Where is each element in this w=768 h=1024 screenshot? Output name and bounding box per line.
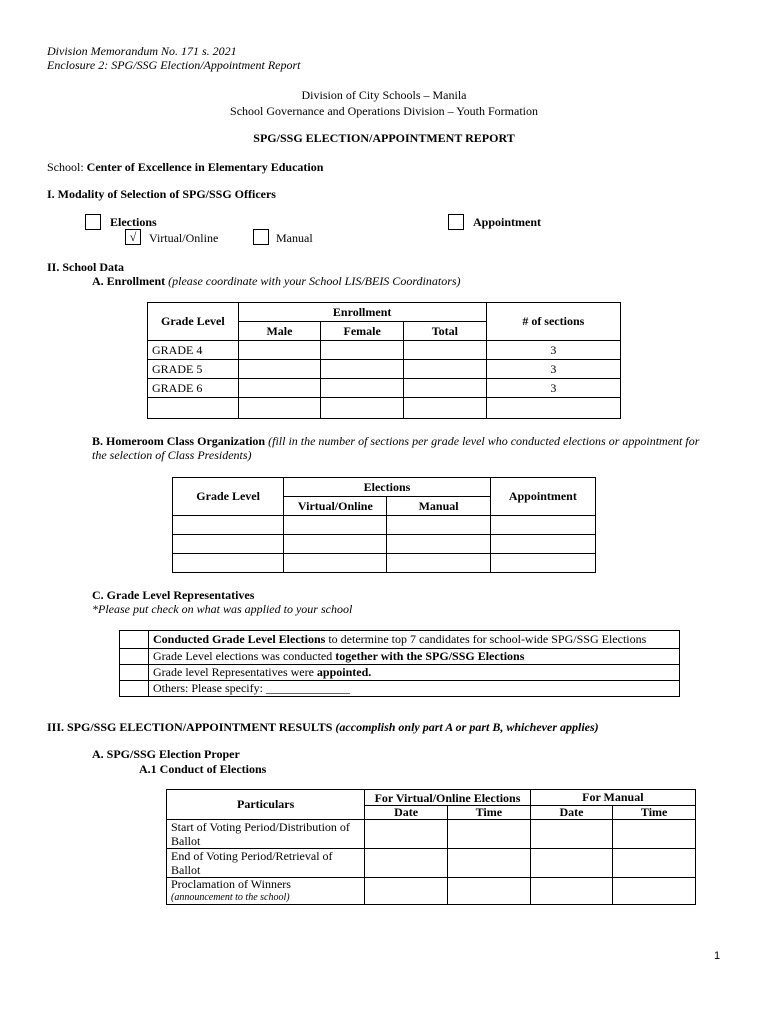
table-cell[interactable]: [613, 849, 696, 878]
col-grade-level: Grade Level: [148, 303, 239, 341]
sections-cell[interactable]: [486, 398, 620, 419]
col-virtual-date: Date: [365, 806, 448, 820]
option-check-cell[interactable]: [120, 681, 149, 697]
male-cell[interactable]: [238, 360, 321, 379]
table-cell[interactable]: [530, 878, 613, 905]
table-row: [120, 649, 680, 665]
option1-bold: Conducted Grade Level Elections: [153, 632, 326, 646]
particular-cell: Start of Voting Period/Distribution of Ballot: [167, 820, 365, 849]
table-cell[interactable]: [173, 554, 284, 573]
option-check-cell[interactable]: [120, 649, 149, 665]
col-manual: For Manual: [530, 790, 695, 806]
col-manual-time: Time: [613, 806, 696, 820]
table-row: [148, 360, 621, 379]
table-cell[interactable]: [284, 554, 387, 573]
table-cell[interactable]: [284, 535, 387, 554]
particular-cell: [167, 878, 365, 905]
table-row: [167, 849, 696, 878]
section3-note: (accomplish only part A or part B, whichever applies): [335, 720, 599, 734]
table-cell[interactable]: [387, 554, 490, 573]
school-name: Center of Excellence in Elementary Education: [86, 160, 324, 174]
enrollment-title: A. Enrollment: [92, 274, 166, 288]
section3-heading: [47, 720, 599, 735]
grade-rep-table: [119, 630, 680, 697]
table-row: [173, 554, 596, 573]
virtual-checkbox[interactable]: [125, 229, 141, 245]
col-appointment: Appointment: [490, 478, 595, 516]
male-cell[interactable]: [238, 379, 321, 398]
table-row: [173, 535, 596, 554]
division-name: Division of City Schools – Manila: [301, 88, 467, 102]
col-male: Male: [238, 322, 321, 341]
particular-sublabel: (announcement to the school): [171, 892, 290, 903]
col-virtual: Virtual/Online: [284, 497, 387, 516]
memo-number: Division Memorandum No. 171 s. 2021: [47, 44, 237, 58]
col-manual-date: Date: [530, 806, 613, 820]
manual-checkbox[interactable]: [253, 229, 269, 245]
female-cell[interactable]: [321, 341, 404, 360]
table-cell[interactable]: [173, 535, 284, 554]
option4-text: Others: Please specify: ______________: [153, 681, 350, 695]
total-cell[interactable]: [404, 360, 487, 379]
enclosure-label: Enclosure 2: SPG/SSG Election/Appointment Report: [47, 58, 301, 72]
option-check-cell[interactable]: [120, 665, 149, 681]
col-enrollment: Enrollment: [238, 303, 486, 322]
virtual-label: Virtual/Online: [149, 231, 219, 245]
option-text: [149, 649, 680, 665]
section3-title: III. SPG/SSG ELECTION/APPOINTMENT RESULTS: [47, 720, 333, 734]
col-manual: Manual: [387, 497, 490, 516]
table-row: [148, 341, 621, 360]
table-cell[interactable]: [613, 878, 696, 905]
sections-cell: 3: [486, 341, 620, 360]
total-cell[interactable]: [404, 379, 487, 398]
male-cell[interactable]: [238, 398, 321, 419]
table-cell[interactable]: [387, 535, 490, 554]
female-cell[interactable]: [321, 398, 404, 419]
homeroom-note: (fill in the number of sections per grade level who conducted elections or appointment for the selection of Class Presidents): [92, 434, 700, 462]
table-row: [167, 820, 696, 849]
office-name: School Governance and Operations Division – Youth Formation: [230, 104, 538, 118]
option1-rest: to determine top 7 candidates for school-wide SPG/SSG Elections: [325, 632, 647, 646]
check-icon: √: [129, 230, 137, 244]
table-row: [167, 878, 696, 905]
grade-cell: GRADE 6: [148, 379, 239, 398]
section2-heading: II. School Data: [47, 260, 125, 274]
table-row: [148, 398, 621, 419]
table-cell[interactable]: [530, 849, 613, 878]
table-row: [173, 516, 596, 535]
grade-rep-note: *Please put check on what was applied to your school: [92, 602, 353, 616]
male-cell[interactable]: [238, 341, 321, 360]
table-cell[interactable]: [447, 820, 530, 849]
table-cell[interactable]: [365, 820, 448, 849]
table-cell[interactable]: [447, 878, 530, 905]
female-cell[interactable]: [321, 360, 404, 379]
sections-cell: 3: [486, 379, 620, 398]
sections-cell: 3: [486, 360, 620, 379]
particular-cell: End of Voting Period/Retrieval of Ballot: [167, 849, 365, 878]
grade-rep-title: C. Grade Level Representatives: [92, 588, 255, 602]
enrollment-table: [147, 302, 621, 419]
table-row: [120, 665, 680, 681]
table-cell[interactable]: [365, 849, 448, 878]
table-cell[interactable]: [613, 820, 696, 849]
col-virtual-elections: For Virtual/Online Elections: [365, 790, 530, 806]
option-check-cell[interactable]: [120, 631, 149, 649]
col-total: Total: [404, 322, 487, 341]
page-number: 1: [714, 950, 721, 962]
female-cell[interactable]: [321, 379, 404, 398]
particular-label: Proclamation of Winners: [171, 877, 291, 891]
school-label: School:: [47, 160, 84, 174]
grade-cell: GRADE 5: [148, 360, 239, 379]
table-row: [148, 379, 621, 398]
appointment-checkbox[interactable]: [448, 214, 464, 230]
total-cell[interactable]: [404, 341, 487, 360]
col-sections: # of sections: [486, 303, 620, 341]
page-title: SPG/SSG ELECTION/APPOINTMENT REPORT: [253, 131, 515, 145]
total-cell[interactable]: [404, 398, 487, 419]
table-cell[interactable]: [387, 516, 490, 535]
manual-label: Manual: [276, 231, 313, 245]
conduct-title: A.1 Conduct of Elections: [139, 762, 267, 776]
option-text: [149, 631, 680, 649]
grade-cell[interactable]: [148, 398, 239, 419]
table-cell[interactable]: [284, 516, 387, 535]
table-cell[interactable]: [530, 820, 613, 849]
table-cell[interactable]: [490, 516, 595, 535]
col-particulars: Particulars: [167, 790, 365, 820]
enrollment-note: (please coordinate with your School LIS/BEIS Coordinators): [168, 274, 461, 288]
col-virtual-time: Time: [447, 806, 530, 820]
option3-bold: appointed.: [316, 665, 372, 679]
option3-text: Grade level Representatives were: [153, 665, 317, 679]
school-line: [47, 160, 323, 175]
col-grade-level: Grade Level: [173, 478, 284, 516]
elections-label: Elections: [110, 215, 157, 229]
homeroom-title: B. Homeroom Class Organization: [92, 434, 266, 448]
table-row: [120, 681, 680, 697]
election-proper-title: A. SPG/SSG Election Proper: [92, 747, 240, 761]
table-cell[interactable]: [365, 878, 448, 905]
elections-checkbox[interactable]: [85, 214, 101, 230]
option-text: [149, 681, 680, 697]
option-text: [149, 665, 680, 681]
homeroom-table: [172, 477, 596, 573]
homeroom-heading: [92, 434, 712, 462]
option2-text: Grade Level elections was conducted: [153, 649, 336, 663]
col-elections: Elections: [284, 478, 490, 497]
table-cell[interactable]: [173, 516, 284, 535]
table-cell[interactable]: [447, 849, 530, 878]
enrollment-subheading: [92, 274, 461, 289]
col-female: Female: [321, 322, 404, 341]
table-row: [120, 631, 680, 649]
grade-cell: GRADE 4: [148, 341, 239, 360]
section1-heading: I. Modality of Selection of SPG/SSG Officers: [47, 187, 276, 201]
appointment-label: Appointment: [473, 215, 542, 229]
option2-bold: together with the SPG/SSG Elections: [335, 649, 525, 663]
table-cell[interactable]: [490, 554, 595, 573]
conduct-table: [166, 789, 696, 905]
table-cell[interactable]: [490, 535, 595, 554]
